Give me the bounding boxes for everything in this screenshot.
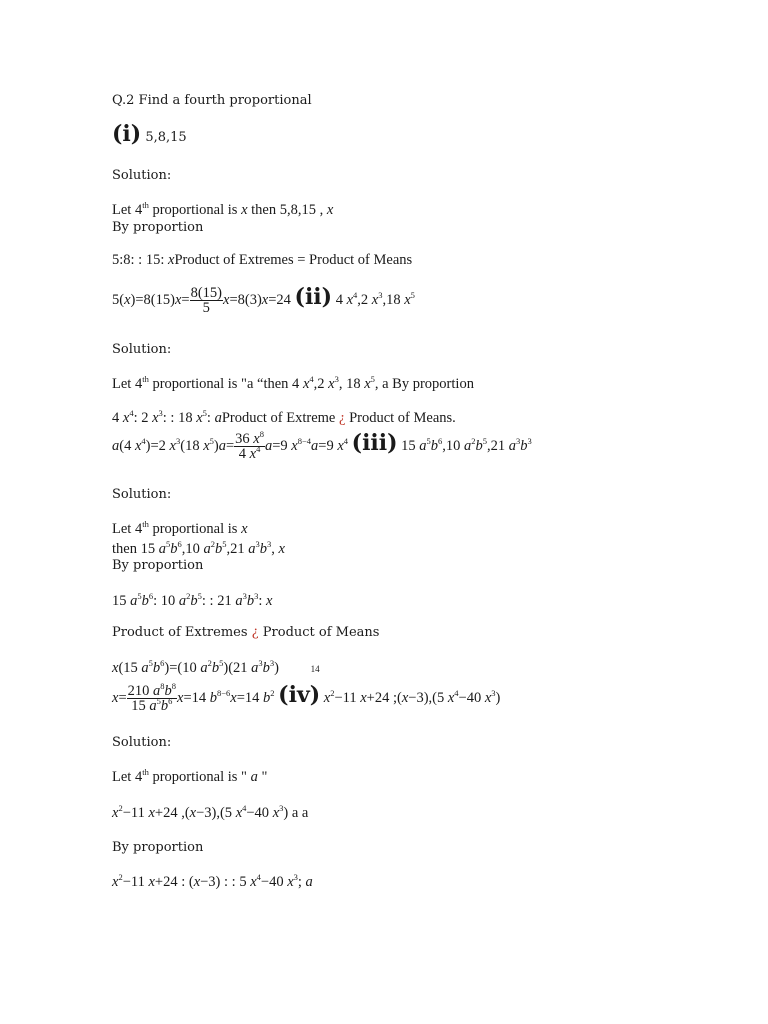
sol4-let-line: Let 4th proportional is " a " [112,767,268,785]
stray-number: 14 [310,664,320,674]
solution-label-1: Solution: [112,168,172,183]
sol4-proportion-line: $x^2-11$ x+24 : (x−3) : : 5 $x^4-40$ $x^3$; a [112,872,313,890]
sol2-let-line: Let 4th proportional is "a “then 4 $x^4,2$ $x^3$, 18 $x^5$, a By proportion [112,374,474,392]
sol1-by-proportion: By proportion [112,220,204,235]
part-iii-label: (iii) [351,429,398,456]
sol1-let-line: Let 4th proportional is x then 5,8,15 , x [112,200,334,218]
sol2-equation-line: a(4 $x^4)=2$ $x^3(18$ $x^5)a=$ $\frac{36 x^8}{4 x^4}$ a=9 $x^{8-4}a=9$ $x^4$ (iii) 15 $a^5b^6,10$ $a^2b^5,21$ $a^3b^3$ [112,429,532,462]
solution-label-2: Solution: [112,342,172,357]
part-i-label: (i) [112,121,142,147]
part-ii-terms: 4 $x^4,2$ $x^3,18$ $x^5$ [335,289,415,308]
solution-label-3: Solution: [112,487,172,502]
part-iv-terms: $x^2-11$ x+24 ;(x−3),(5 $x^4-40$ $x^3$) [323,687,501,706]
sol1-proportion-line: 5:8: : 15: xProduct of Extremes = Product of Means [112,252,413,268]
sol3-by-proportion: By proportion [112,558,204,573]
part-iv-label: (iv) [278,681,321,708]
solution-label-4: Solution: [112,735,172,750]
sol1-equation-line: 5(x)=8(15)x= $\frac{8(15)}{5}$ x=8(3)x=24 (ii) 4 $x^4,2$ $x^3,18$ $x^5$ [112,283,415,316]
sol2-fraction: $\frac{36 x^8}{4 x^4}$ [235,429,264,462]
part-iii-terms: 15 $a^5b^6,10$ $a^2b^5,21$ $a^3b^3$ [401,435,532,454]
sol3-equation-2: x= $\frac{210 a^8b^8}{15 a^5b^6}$ x=14 $b^{8-6}x=14$ $b^2$ (iv) $x^2-11$ x+24 ;(x−3),(5 $x^4-40$ $x^3$) [112,681,501,714]
sol2-proportion-line: 4 $x^4$: 2 $x^3$: : 18 $x^5$: aProduct of Extreme ¿ Product of Means. [112,408,456,426]
sol4-terms-line: $x^2-11$ x+24 ,(x−3),(5 $x^4-40$ $x^3$) a a [112,803,309,821]
question-heading: Q.2 Find a fourth proportional [112,93,312,108]
sol3-then-line: then 15 $a^5b^6,10$ $a^2b^5,21$ $a^3b^3$, x [112,539,285,557]
sol3-equation-1: x(15 $a^5b^6)=(10$ $a^2b^5)(21$ $a^3b^3$) 14 [112,658,320,676]
part-ii-label: (ii) [294,283,333,310]
sol3-fraction: $\frac{210 a^8b^8}{15 a^5b^6}$ [127,681,176,714]
part-i-terms: 5,8,15 [145,130,187,145]
sol3-extremes-means: Product of Extremes ¿ Product of Means [112,625,380,640]
sol4-by-proportion: By proportion [112,840,204,855]
part-i-row [112,121,187,147]
sol1-fraction: $\frac{8(15)}{5}$ [190,285,222,316]
sol3-proportion-line: 15 $a^5b^6$: 10 $a^2b^5$: : 21 $a^3b^3$: x [112,591,273,609]
sol3-let-line: Let 4th proportional is x [112,519,248,537]
